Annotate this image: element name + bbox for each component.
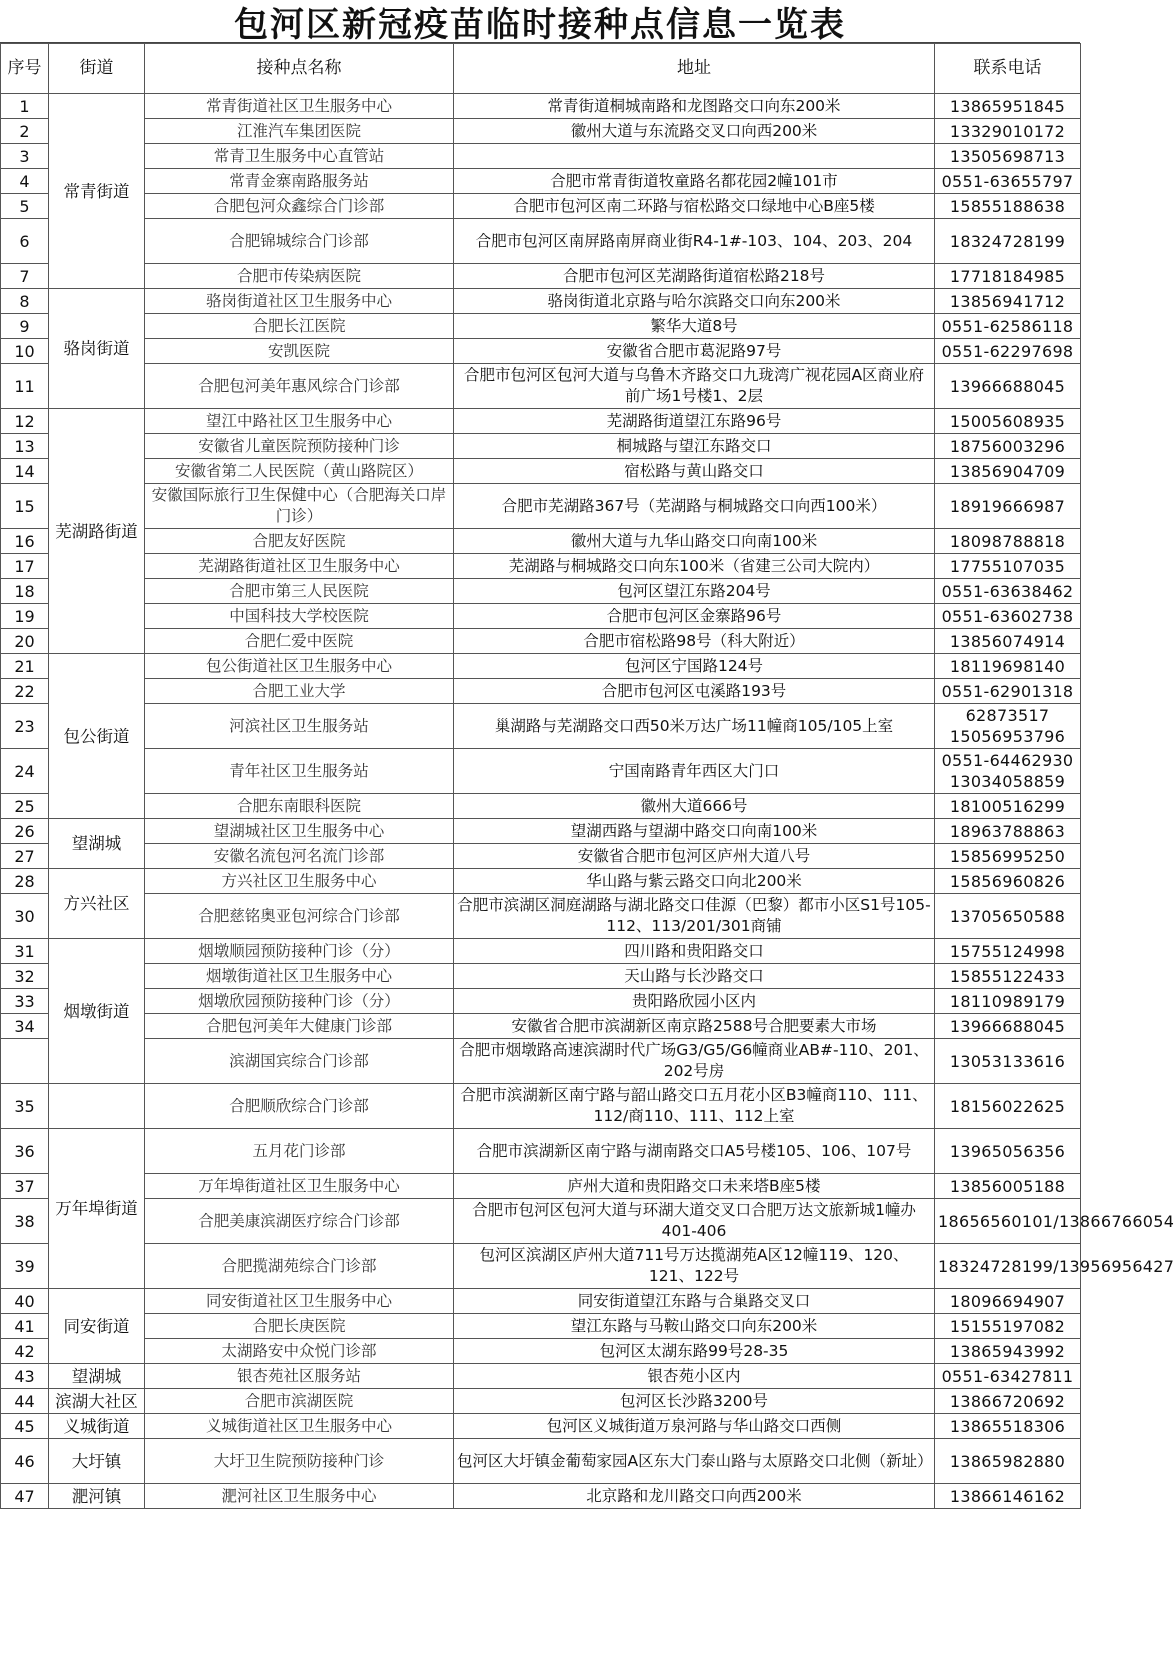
table-row bbox=[1, 529, 1081, 554]
row-phone: 18096694907 bbox=[935, 1289, 1081, 1314]
row-seq: 4 bbox=[1, 169, 49, 194]
table-body bbox=[1, 94, 1174, 1509]
table-row bbox=[1, 579, 1081, 604]
row-address: 包河区望江东路204号 bbox=[454, 579, 935, 604]
row-site-name: 烟墩顺园预防接种门诊（分） bbox=[145, 939, 454, 964]
table-row bbox=[1, 894, 1081, 939]
table-row bbox=[1, 554, 1081, 579]
row-seq: 43 bbox=[1, 1364, 49, 1389]
row-site-name: 江淮汽车集团医院 bbox=[145, 119, 454, 144]
row-site-name: 安徽省第二人民医院（黄山路院区） bbox=[145, 459, 454, 484]
row-phone: 18100516299 bbox=[935, 794, 1081, 819]
table-row bbox=[1, 1084, 1081, 1129]
row-address: 合肥市包河区金寨路96号 bbox=[454, 604, 935, 629]
table-row bbox=[1, 144, 1081, 169]
row-site-name: 合肥长庚医院 bbox=[145, 1314, 454, 1339]
row-phone: 18110989179 bbox=[935, 989, 1081, 1014]
table-row bbox=[1, 119, 1081, 144]
row-address: 合肥市常青街道牧童路名都花园2幢101市 bbox=[454, 169, 935, 194]
row-site-name: 合肥工业大学 bbox=[145, 679, 454, 704]
row-phone: 13329010172 bbox=[935, 119, 1081, 144]
row-phone: 18098788818 bbox=[935, 529, 1081, 554]
header-row bbox=[1, 44, 1081, 94]
table-row bbox=[1, 314, 1081, 339]
sites-table bbox=[0, 43, 1174, 1509]
row-phone: 0551-63602738 bbox=[935, 604, 1081, 629]
table-row bbox=[1, 1439, 1081, 1484]
row-site-name: 合肥长江医院 bbox=[145, 314, 454, 339]
row-phone: 15856960826 bbox=[935, 869, 1081, 894]
row-site-name: 五月花门诊部 bbox=[145, 1129, 454, 1174]
table-row bbox=[1, 1174, 1081, 1199]
row-seq: 3 bbox=[1, 144, 49, 169]
row-seq: 38 bbox=[1, 1199, 49, 1244]
row-address: 安徽省合肥市滨湖新区南京路2588号合肥要素大市场 bbox=[454, 1014, 935, 1039]
row-seq: 34 bbox=[1, 1014, 49, 1039]
table-row bbox=[1, 1389, 1081, 1414]
row-address: 合肥市包河区南二环路与宿松路交口绿地中心B座5楼 bbox=[454, 194, 935, 219]
row-site-name: 安徽名流包河名流门诊部 bbox=[145, 844, 454, 869]
row-address: 合肥市芜湖路367号（芜湖路与桐城路交口向西100米） bbox=[454, 484, 935, 529]
table-row bbox=[1, 219, 1081, 264]
row-seq: 30 bbox=[1, 894, 49, 939]
row-street: 淝河镇 bbox=[49, 1484, 145, 1509]
row-site-name: 合肥锦城综合门诊部 bbox=[145, 219, 454, 264]
row-address: 合肥市包河区芜湖路街道宿松路218号 bbox=[454, 264, 935, 289]
row-address bbox=[454, 144, 935, 169]
row-site-name: 常青街道社区卫生服务中心 bbox=[145, 94, 454, 119]
row-phone: 13866720692 bbox=[935, 1389, 1081, 1414]
row-seq: 39 bbox=[1, 1244, 49, 1289]
row-seq: 17 bbox=[1, 554, 49, 579]
table-row bbox=[1, 434, 1081, 459]
row-address: 望湖西路与望湖中路交口向南100米 bbox=[454, 819, 935, 844]
row-site-name: 同安街道社区卫生服务中心 bbox=[145, 1289, 454, 1314]
row-street: 望湖城 bbox=[49, 1364, 145, 1389]
row-address: 合肥市滨湖区洞庭湖路与湖北路交口佳源（巴黎）都市小区S1号105-112、113/201/301商铺 bbox=[454, 894, 935, 939]
row-site-name: 义城街道社区卫生服务中心 bbox=[145, 1414, 454, 1439]
row-address: 合肥市滨湖新区南宁路与韶山路交口五月花小区B3幢商110、111、112/商110、111、112上室 bbox=[454, 1084, 935, 1129]
table-row bbox=[1, 1484, 1081, 1509]
row-address: 北京路和龙川路交口向西200米 bbox=[454, 1484, 935, 1509]
row-phone: 13505698713 bbox=[935, 144, 1081, 169]
table-row bbox=[1, 1289, 1081, 1314]
row-phone: 13856074914 bbox=[935, 629, 1081, 654]
row-site-name: 滨湖国宾综合门诊部 bbox=[145, 1039, 454, 1084]
row-site-name: 合肥美康滨湖医疗综合门诊部 bbox=[145, 1199, 454, 1244]
row-address: 巢湖路与芜湖路交口西50米万达广场11幢商105/105上室 bbox=[454, 704, 935, 749]
table-row bbox=[1, 1199, 1081, 1244]
row-seq: 33 bbox=[1, 989, 49, 1014]
row-seq: 47 bbox=[1, 1484, 49, 1509]
row-phone: 13866146162 bbox=[935, 1484, 1081, 1509]
row-phone: 13966688045 bbox=[935, 364, 1081, 409]
row-phone: 18119698140 bbox=[935, 654, 1081, 679]
row-address: 宿松路与黄山路交口 bbox=[454, 459, 935, 484]
row-address: 合肥市滨湖新区南宁路与湖南路交口A5号楼105、106、107号 bbox=[454, 1129, 935, 1174]
table-row bbox=[1, 1314, 1081, 1339]
row-phone: 13053133616 bbox=[935, 1039, 1081, 1084]
table-row bbox=[1, 869, 1081, 894]
row-phone: 62873517 15056953796 bbox=[935, 704, 1081, 749]
row-phone: 13966688045 bbox=[935, 1014, 1081, 1039]
row-address: 包河区长沙路3200号 bbox=[454, 1389, 935, 1414]
row-phone: 18963788863 bbox=[935, 819, 1081, 844]
row-site-name: 合肥揽湖苑综合门诊部 bbox=[145, 1244, 454, 1289]
row-phone: 13865982880 bbox=[935, 1439, 1081, 1484]
row-site-name: 骆岗街道社区卫生服务中心 bbox=[145, 289, 454, 314]
row-address: 合肥市包河区屯溪路193号 bbox=[454, 679, 935, 704]
row-site-name: 淝河社区卫生服务中心 bbox=[145, 1484, 454, 1509]
row-seq: 5 bbox=[1, 194, 49, 219]
row-phone: 18156022625 bbox=[935, 1084, 1081, 1129]
table-row bbox=[1, 794, 1081, 819]
row-seq: 46 bbox=[1, 1439, 49, 1484]
row-site-name: 芜湖路街道社区卫生服务中心 bbox=[145, 554, 454, 579]
row-address: 天山路与长沙路交口 bbox=[454, 964, 935, 989]
row-phone: 15855188638 bbox=[935, 194, 1081, 219]
row-site-name: 合肥慈铭奥亚包河综合门诊部 bbox=[145, 894, 454, 939]
row-site-name: 中国科技大学校医院 bbox=[145, 604, 454, 629]
row-site-name: 合肥包河美年惠风综合门诊部 bbox=[145, 364, 454, 409]
table-row bbox=[1, 964, 1081, 989]
row-address: 安徽省合肥市包河区庐州大道八号 bbox=[454, 844, 935, 869]
row-phone: 0551-64462930 13034058859 bbox=[935, 749, 1081, 794]
row-street: 同安街道 bbox=[49, 1289, 145, 1364]
row-seq: 21 bbox=[1, 654, 49, 679]
row-seq: 13 bbox=[1, 434, 49, 459]
row-phone: 13865943992 bbox=[935, 1339, 1081, 1364]
table-row bbox=[1, 94, 1081, 119]
row-phone: 18919666987 bbox=[935, 484, 1081, 529]
row-address: 合肥市包河区南屏路南屏商业街R4-1#-103、104、203、204 bbox=[454, 219, 935, 264]
table-row bbox=[1, 194, 1081, 219]
row-address: 庐州大道和贵阳路交口未来塔B座5楼 bbox=[454, 1174, 935, 1199]
row-seq: 8 bbox=[1, 289, 49, 314]
table-row bbox=[1, 1014, 1081, 1039]
row-address: 包河区宁国路124号 bbox=[454, 654, 935, 679]
row-site-name: 常青卫生服务中心直管站 bbox=[145, 144, 454, 169]
row-street: 常青街道 bbox=[49, 94, 145, 289]
row-phone: 18324728199/13956956427 bbox=[935, 1244, 1081, 1289]
row-phone: 0551-63427811 bbox=[935, 1364, 1081, 1389]
row-seq: 9 bbox=[1, 314, 49, 339]
row-address: 繁华大道8号 bbox=[454, 314, 935, 339]
row-site-name: 安徽省儿童医院预防接种门诊 bbox=[145, 434, 454, 459]
row-address: 贵阳路欣园小区内 bbox=[454, 989, 935, 1014]
row-seq: 23 bbox=[1, 704, 49, 749]
row-site-name: 烟墩街道社区卫生服务中心 bbox=[145, 964, 454, 989]
row-phone: 17718184985 bbox=[935, 264, 1081, 289]
row-phone: 13865951845 bbox=[935, 94, 1081, 119]
row-address: 合肥市宿松路98号（科大附近） bbox=[454, 629, 935, 654]
row-phone: 0551-63655797 bbox=[935, 169, 1081, 194]
row-seq: 15 bbox=[1, 484, 49, 529]
table-row bbox=[1, 289, 1081, 314]
row-seq: 31 bbox=[1, 939, 49, 964]
row-site-name: 烟墩欣园预防接种门诊（分） bbox=[145, 989, 454, 1014]
table-row bbox=[1, 339, 1081, 364]
row-site-name: 太湖路安中众悦门诊部 bbox=[145, 1339, 454, 1364]
row-address: 徽州大道666号 bbox=[454, 794, 935, 819]
row-phone: 18324728199 bbox=[935, 219, 1081, 264]
row-site-name: 青年社区卫生服务站 bbox=[145, 749, 454, 794]
row-site-name: 安凯医院 bbox=[145, 339, 454, 364]
table-row bbox=[1, 989, 1081, 1014]
row-address: 常青街道桐城南路和龙图路交口向东200米 bbox=[454, 94, 935, 119]
table-row bbox=[1, 629, 1081, 654]
row-seq: 28 bbox=[1, 869, 49, 894]
row-site-name: 合肥市传染病医院 bbox=[145, 264, 454, 289]
row-site-name: 合肥东南眼科医院 bbox=[145, 794, 454, 819]
row-phone: 0551-62297698 bbox=[935, 339, 1081, 364]
row-street: 义城街道 bbox=[49, 1414, 145, 1439]
row-phone: 13865518306 bbox=[935, 1414, 1081, 1439]
row-site-name: 望江中路社区卫生服务中心 bbox=[145, 409, 454, 434]
row-seq: 14 bbox=[1, 459, 49, 484]
row-phone: 0551-62901318 bbox=[935, 679, 1081, 704]
table-row bbox=[1, 1129, 1081, 1174]
row-address: 同安街道望江东路与合巢路交叉口 bbox=[454, 1289, 935, 1314]
row-street: 包公街道 bbox=[49, 654, 145, 819]
header-phone: 联系电话 bbox=[935, 44, 1081, 94]
row-seq: 45 bbox=[1, 1414, 49, 1439]
row-phone: 13856005188 bbox=[935, 1174, 1081, 1199]
row-seq: 19 bbox=[1, 604, 49, 629]
row-street: 芜湖路街道 bbox=[49, 409, 145, 654]
header-seq: 序号 bbox=[1, 44, 49, 94]
row-phone: 15856995250 bbox=[935, 844, 1081, 869]
row-seq: 6 bbox=[1, 219, 49, 264]
row-site-name: 包公街道社区卫生服务中心 bbox=[145, 654, 454, 679]
header-site-name: 接种点名称 bbox=[145, 44, 454, 94]
row-address: 桐城路与望江东路交口 bbox=[454, 434, 935, 459]
row-street: 方兴社区 bbox=[49, 869, 145, 939]
table-row bbox=[1, 1414, 1081, 1439]
table-row bbox=[1, 819, 1081, 844]
row-seq: 1 bbox=[1, 94, 49, 119]
row-address: 华山路与紫云路交口向北200米 bbox=[454, 869, 935, 894]
row-address: 银杏苑小区内 bbox=[454, 1364, 935, 1389]
row-site-name: 安徽国际旅行卫生保健中心（合肥海关口岸门诊） bbox=[145, 484, 454, 529]
row-address: 四川路和贵阳路交口 bbox=[454, 939, 935, 964]
row-address: 徽州大道与九华山路交口向南100米 bbox=[454, 529, 935, 554]
row-site-name: 河滨社区卫生服务站 bbox=[145, 704, 454, 749]
table-row bbox=[1, 1039, 1081, 1084]
row-address: 合肥市包河区包河大道与环湖大道交叉口合肥万达文旅新城1幢办401-406 bbox=[454, 1199, 935, 1244]
row-address: 骆岗街道北京路与哈尔滨路交口向东200米 bbox=[454, 289, 935, 314]
row-site-name: 望湖城社区卫生服务中心 bbox=[145, 819, 454, 844]
row-seq: 12 bbox=[1, 409, 49, 434]
table-row bbox=[1, 1364, 1081, 1389]
row-street: 烟墩街道 bbox=[49, 939, 145, 1084]
row-address: 芜湖路与桐城路交口向东100米（省建三公司大院内） bbox=[454, 554, 935, 579]
row-seq: 25 bbox=[1, 794, 49, 819]
row-seq: 20 bbox=[1, 629, 49, 654]
row-phone: 17755107035 bbox=[935, 554, 1081, 579]
row-street: 滨湖大社区 bbox=[49, 1389, 145, 1414]
row-seq: 35 bbox=[1, 1084, 49, 1129]
row-street bbox=[49, 1084, 145, 1129]
table-row bbox=[1, 484, 1081, 529]
row-address: 合肥市烟墩路高速滨湖时代广场G3/G5/G6幢商业AB#-110、201、202号房 bbox=[454, 1039, 935, 1084]
row-seq: 18 bbox=[1, 579, 49, 604]
row-site-name: 常青金寨南路服务站 bbox=[145, 169, 454, 194]
row-seq: 26 bbox=[1, 819, 49, 844]
row-site-name: 合肥市滨湖医院 bbox=[145, 1389, 454, 1414]
table-row bbox=[1, 1244, 1081, 1289]
table-row bbox=[1, 364, 1081, 409]
row-phone: 13965056356 bbox=[935, 1129, 1081, 1174]
table-row bbox=[1, 939, 1081, 964]
table-row bbox=[1, 604, 1081, 629]
row-site-name: 大圩卫生院预防接种门诊 bbox=[145, 1439, 454, 1484]
row-seq: 27 bbox=[1, 844, 49, 869]
row-address: 合肥市包河区包河大道与乌鲁木齐路交口九珑湾广视花园A区商业府前广场1号楼1、2层 bbox=[454, 364, 935, 409]
row-seq: 2 bbox=[1, 119, 49, 144]
row-address: 包河区滨湖区庐州大道711号万达揽湖苑A区12幢119、120、121、122号 bbox=[454, 1244, 935, 1289]
table-row bbox=[1, 459, 1081, 484]
table-row bbox=[1, 409, 1081, 434]
table-row bbox=[1, 749, 1081, 794]
row-site-name: 方兴社区卫生服务中心 bbox=[145, 869, 454, 894]
row-phone: 15755124998 bbox=[935, 939, 1081, 964]
row-site-name: 银杏苑社区服务站 bbox=[145, 1364, 454, 1389]
row-seq: 22 bbox=[1, 679, 49, 704]
row-seq: 36 bbox=[1, 1129, 49, 1174]
row-phone: 0551-63638462 bbox=[935, 579, 1081, 604]
row-address: 芜湖路街道望江东路96号 bbox=[454, 409, 935, 434]
row-address: 宁国南路青年西区大门口 bbox=[454, 749, 935, 794]
row-phone: 15855122433 bbox=[935, 964, 1081, 989]
row-seq: 40 bbox=[1, 1289, 49, 1314]
row-seq: 42 bbox=[1, 1339, 49, 1364]
row-seq: 44 bbox=[1, 1389, 49, 1414]
row-phone: 18656560101/13866766054 bbox=[935, 1199, 1081, 1244]
header-street: 街道 bbox=[49, 44, 145, 94]
table-row bbox=[1, 654, 1081, 679]
row-seq: 16 bbox=[1, 529, 49, 554]
row-seq: 7 bbox=[1, 264, 49, 289]
row-site-name: 万年埠街道社区卫生服务中心 bbox=[145, 1174, 454, 1199]
table-row bbox=[1, 679, 1081, 704]
row-site-name: 合肥仁爱中医院 bbox=[145, 629, 454, 654]
row-seq: 32 bbox=[1, 964, 49, 989]
row-phone: 15155197082 bbox=[935, 1314, 1081, 1339]
header-address: 地址 bbox=[454, 44, 935, 94]
row-phone: 0551-62586118 bbox=[935, 314, 1081, 339]
row-address: 徽州大道与东流路交叉口向西200米 bbox=[454, 119, 935, 144]
table-row bbox=[1, 264, 1081, 289]
table-row bbox=[1, 844, 1081, 869]
row-site-name: 合肥包河众鑫综合门诊部 bbox=[145, 194, 454, 219]
row-address: 望江东路与马鞍山路交口向东200米 bbox=[454, 1314, 935, 1339]
row-site-name: 合肥包河美年大健康门诊部 bbox=[145, 1014, 454, 1039]
table-row bbox=[1, 169, 1081, 194]
row-phone: 15005608935 bbox=[935, 409, 1081, 434]
row-street: 骆岗街道 bbox=[49, 289, 145, 409]
row-address: 包河区义城街道万泉河路与华山路交口西侧 bbox=[454, 1414, 935, 1439]
row-phone: 13705650588 bbox=[935, 894, 1081, 939]
row-phone: 18756003296 bbox=[935, 434, 1081, 459]
row-seq: 41 bbox=[1, 1314, 49, 1339]
row-address: 包河区大圩镇金葡萄家园A区东大门泰山路与太原路交口北侧（新址） bbox=[454, 1439, 935, 1484]
page-title: 包河区新冠疫苗临时接种点信息一览表 bbox=[0, 0, 1080, 43]
row-phone: 13856941712 bbox=[935, 289, 1081, 314]
row-seq: 37 bbox=[1, 1174, 49, 1199]
table-row bbox=[1, 704, 1081, 749]
row-street: 望湖城 bbox=[49, 819, 145, 869]
row-site-name: 合肥市第三人民医院 bbox=[145, 579, 454, 604]
row-seq: 10 bbox=[1, 339, 49, 364]
row-address: 包河区太湖东路99号28-35 bbox=[454, 1339, 935, 1364]
row-street: 大圩镇 bbox=[49, 1439, 145, 1484]
row-street: 万年埠街道 bbox=[49, 1129, 145, 1289]
table-row bbox=[1, 1339, 1081, 1364]
row-site-name: 合肥顺欣综合门诊部 bbox=[145, 1084, 454, 1129]
row-address: 安徽省合肥市葛泥路97号 bbox=[454, 339, 935, 364]
row-seq bbox=[1, 1039, 49, 1084]
row-seq: 11 bbox=[1, 364, 49, 409]
row-site-name: 合肥友好医院 bbox=[145, 529, 454, 554]
row-phone: 13856904709 bbox=[935, 459, 1081, 484]
row-seq: 24 bbox=[1, 749, 49, 794]
